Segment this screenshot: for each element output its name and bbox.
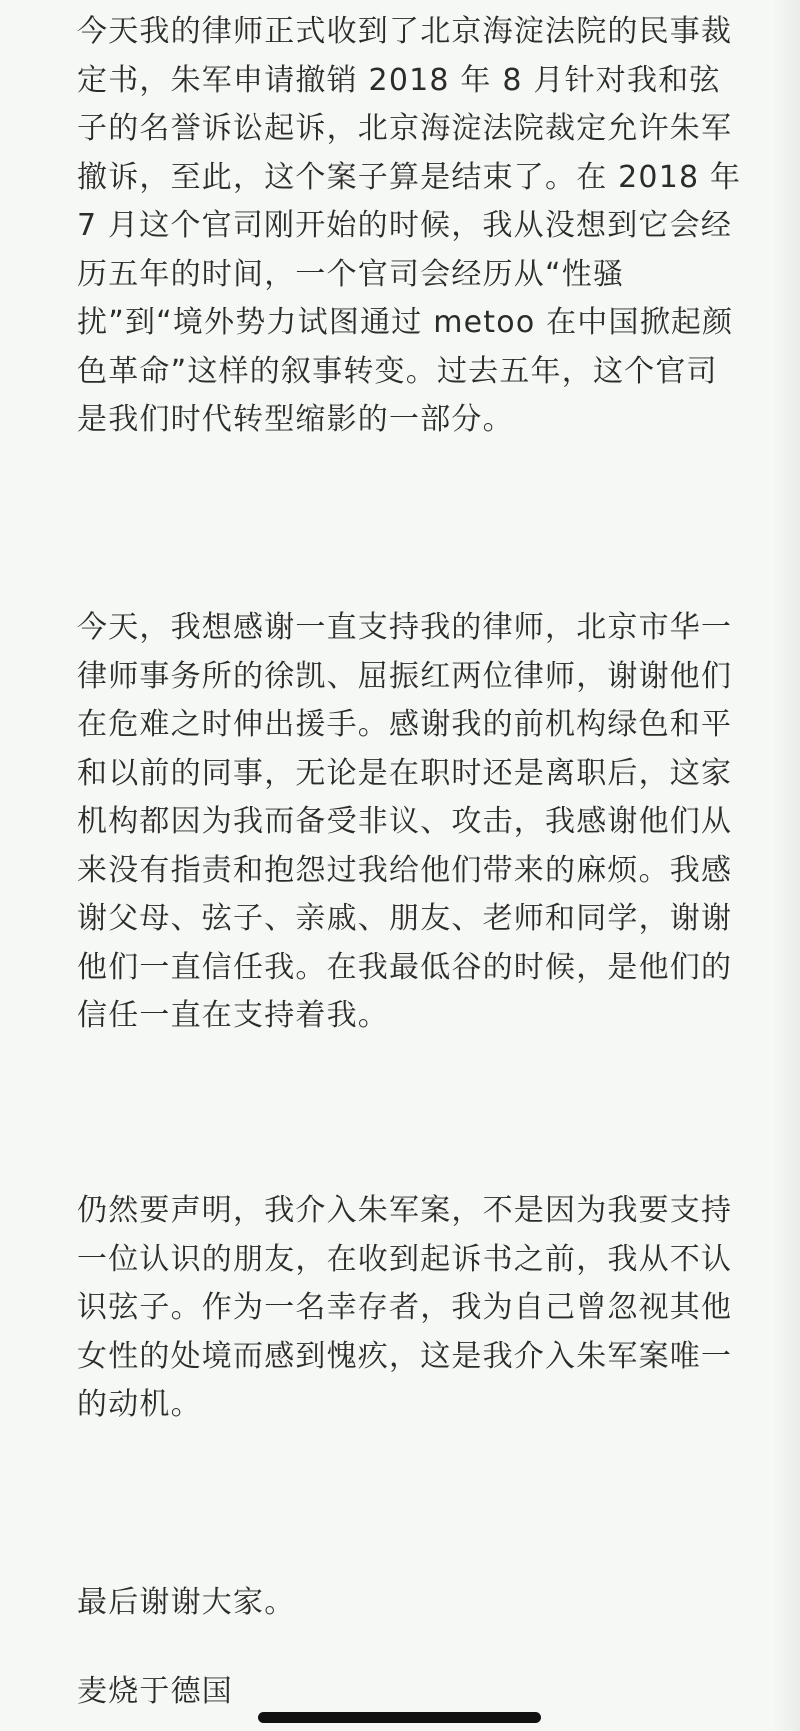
home-indicator[interactable]	[258, 1712, 541, 1723]
paragraph-thanks: 今天，我想感谢一直支持我的律师，北京市华一律师事务所的徐凯、屈振红两位律师，谢谢他们在危难之时伸出援手。感谢我的前机构绿色和平和以前的同事，无论是在职时还是离职后，这家机构都因为我而备受非议、攻击，我感谢他们从来没有指责和抱怨过我给他们带来的麻烦。我感谢父母、弦子、亲戚、朋友、老师和同学，谢谢他们一直信任我。在我最低谷的时候，是他们的信任一直在支持着我。	[77, 610, 733, 1033]
signature-line: 麦烧于德国	[77, 1674, 233, 1709]
page-edge-shadow	[772, 0, 800, 1731]
closing-line: 最后谢谢大家。	[77, 1585, 296, 1620]
paragraph-lawsuit-ended: 今天我的律师正式收到了北京海淀法院的民事裁定书，朱军申请撤销 2018 年 8 月针对我和弦子的名誉诉讼起诉，北京海淀法院裁定允许朱军撤诉，至此，这个案子算是结束了。在 2018 年 7 月这个官司刚开始的时候，我从没想到它会经历五年的时间，一个官司会经历从“性骚扰”到“境外势力试图通过 metoo 在中国掀起颜色革命”这样的叙事转变。过去五年，这个官司是我们时代转型缩影的一部分。	[77, 14, 742, 437]
paragraph-statement: 仍然要声明，我介入朱军案，不是因为我要支持一位认识的朋友，在收到起诉书之前，我从不认识弦子。作为一名幸存者，我为自己曾忽视其他女性的处境而感到愧疚，这是我介入朱军案唯一的动机。	[77, 1193, 733, 1422]
